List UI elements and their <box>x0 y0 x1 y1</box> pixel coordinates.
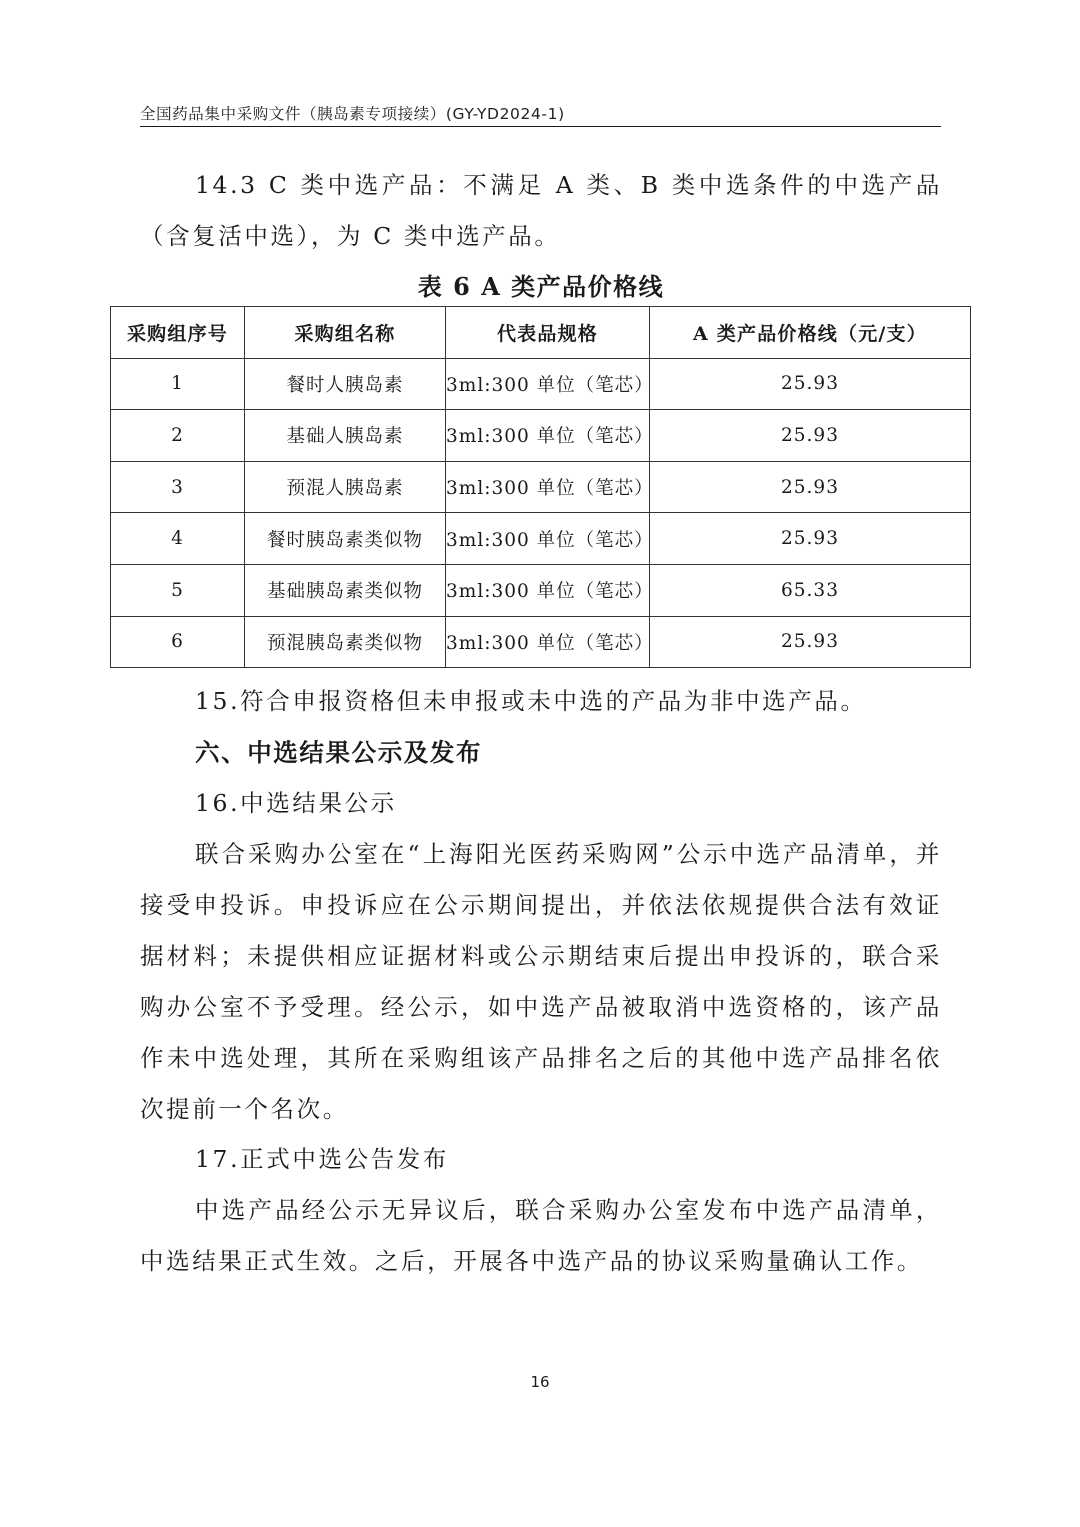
header-price-line: A 类产品价格线（元/支） <box>650 307 971 359</box>
heading-17: 17.正式中选公告发布 <box>195 1145 449 1173</box>
cell-group-name: 餐时胰岛素类似物 <box>245 513 446 565</box>
page-number: 16 <box>530 1373 550 1391</box>
table-row <box>111 461 971 513</box>
cell-price: 25.93 <box>650 358 971 410</box>
price-line-table <box>110 306 971 668</box>
cell-group-name: 餐时人胰岛素 <box>245 358 446 410</box>
paragraph-14-3: 14.3 C 类中选产品：不满足 A 类、B 类中选条件的中选产品（含复活中选），为 C 类中选产品。 <box>140 171 942 250</box>
cell-group-no: 2 <box>111 410 245 462</box>
cell-group-name: 预混人胰岛素 <box>245 461 446 513</box>
cell-group-name: 基础人胰岛素 <box>245 410 446 462</box>
cell-spec: 3ml:300 单位（笔芯） <box>446 616 650 668</box>
table-row <box>111 410 971 462</box>
heading-16: 16.中选结果公示 <box>195 789 397 817</box>
table-row <box>111 564 971 616</box>
cell-spec: 3ml:300 单位（笔芯） <box>446 513 650 565</box>
header-spec: 代表品规格 <box>446 307 650 359</box>
cell-spec: 3ml:300 单位（笔芯） <box>446 358 650 410</box>
cell-price: 25.93 <box>650 461 971 513</box>
cell-group-name: 预混胰岛素类似物 <box>245 616 446 668</box>
paragraph-15: 15.符合申报资格但未申报或未中选的产品为非中选产品。 <box>195 687 867 715</box>
cell-price: 25.93 <box>650 410 971 462</box>
cell-spec: 3ml:300 单位（笔芯） <box>446 461 650 513</box>
cell-group-no: 5 <box>111 564 245 616</box>
cell-group-no: 3 <box>111 461 245 513</box>
cell-spec: 3ml:300 单位（笔芯） <box>446 564 650 616</box>
cell-price: 25.93 <box>650 513 971 565</box>
table-row <box>111 513 971 565</box>
cell-group-no: 4 <box>111 513 245 565</box>
cell-group-name: 基础胰岛素类似物 <box>245 564 446 616</box>
header-rule <box>140 126 941 127</box>
cell-price: 25.93 <box>650 616 971 668</box>
document-header: 全国药品集中采购文件（胰岛素专项接续）(GY-YD2024-1) <box>140 105 565 123</box>
table-header-row <box>111 307 971 359</box>
cell-spec: 3ml:300 单位（笔芯） <box>446 410 650 462</box>
header-group-no: 采购组序号 <box>111 307 245 359</box>
cell-group-no: 1 <box>111 358 245 410</box>
table-row <box>111 358 971 410</box>
cell-price: 65.33 <box>650 564 971 616</box>
paragraph-16: 联合采购办公室在“上海阳光医药采购网”公示中选产品清单，并接受申投诉。申投诉应在公示期间提出，并依法依规提供合法有效证据材料；未提供相应证据材料或公示期结束后提出申投诉的，联合采购办公室不予受理。经公示，如中选产品被取消中选资格的，该产品作未中选处理，其所在采购组该产品排名之后的其他中选产品排名依次提前一个名次。 <box>140 840 942 1123</box>
section-heading-6: 六、中选结果公示及发布 <box>195 738 483 767</box>
header-group-name: 采购组名称 <box>245 307 446 359</box>
table-row <box>111 616 971 668</box>
table-caption: 表 6 A 类产品价格线 <box>417 272 665 301</box>
cell-group-no: 6 <box>111 616 245 668</box>
paragraph-17: 中选产品经公示无异议后，联合采购办公室发布中选产品清单，中选结果正式生效。之后，开展各中选产品的协议采购量确认工作。 <box>140 1196 942 1275</box>
